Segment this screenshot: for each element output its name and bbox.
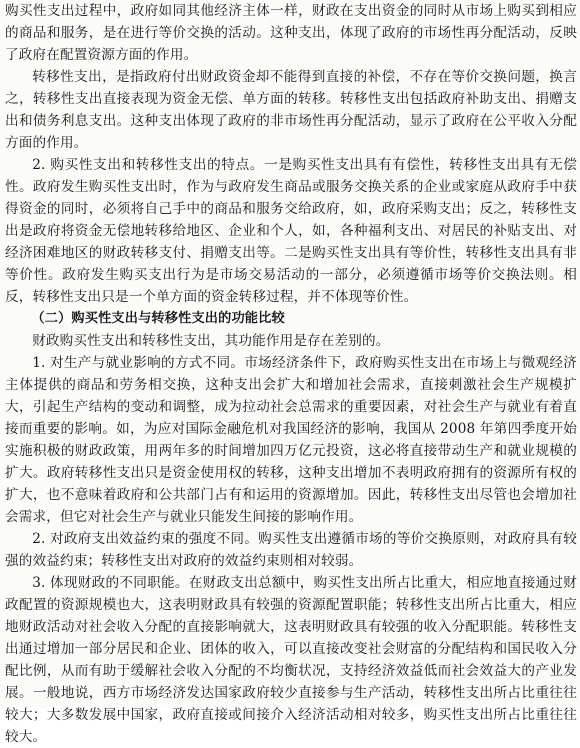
body-paragraph-fiscal-functions: 3. 体现财政的不同职能。在财政支出总额中，购买性支出所占比重大，相应地直接通过财政配置的资源规模也大，这表明财政具有较强的资源配置职能；转移性支出所占比重大，相应地财政活动对社会收入分配的直接影响就大，这表明财政具有较强的收入分配职能。转移性支出通过增加一部分居民和企业、团体的收入，可以直接改变社会财富的分配结构和国民收入分配比例，从而有助于缓解社会收入分配的不均衡状况，支持经济效益低而社会效益大的产业发展。一般地说，西方市场经济发达国家政府较少直接参与生产活动，转移性支出所占比重往往较大；大多数发展中国家，政府直接或间接介入经济活动相对较多，购买性支出所占比重往往较大。 xyxy=(5,575,577,745)
body-paragraph-intro: 财政购买性支出和转移性支出，其功能作用是存在差别的。 xyxy=(32,333,390,349)
body-paragraph-continuation: 购买性支出过程中，政府如同其他经济主体一样，财政在支出资金的同时从市场上购买到相应的商品和服务，是在进行等价交换的活动。这种支出，体现了政府的市场性再分配活动，反映了政府在配置资源方面的作用。 xyxy=(5,3,577,63)
body-paragraph-production-employment: 1. 对生产与就业影响的方式不同。市场经济条件下，政府购买性支出在市场上与微观经济主体提供的商品和劳务相交换，这种支出会扩大和增加社会需求，直接刺激社会生产规模扩大，引起生产结构的变动和调整，成为拉动社会总需求的重要因素，对社会生产与就业有着直接而重要的影响。如，为应对国际金融危机对我国经济的影响，我国从 2008 年第四季度开始实施积极的财政政策，用两年多的时间增加四万亿元投资，这必将直接带动生产和就业规模的扩大。政府转移性支出只是资金使用权的转移，这种支出增加不表明政府拥有的资源所有权的扩大，也不意味着政府和公共部门占有和运用的资源增加。因此，转移性支出尽管也会增加社会需求，但它对社会生产与就业只能发生间接的影响作用。 xyxy=(5,355,577,525)
body-paragraph-efficiency-constraint: 2. 对政府支出效益约束的强度不同。购买性支出遵循市场的等价交换原则，对政府具有较强的效益约束；转移性支出对政府的效益约束则相对较弱。 xyxy=(5,531,577,569)
body-paragraph-transfer-expenditure-definition: 转移性支出，是指政府付出财政资金却不能得到直接的补偿，不存在等价交换问题，换言之，转移性支出直接表现为资金无偿、单方面的转移。转移性支出包括政府补助支出、捐赠支出和债务利息支出。这种支出体现了政府的非市场性再分配活动，显示了政府在公平收入分配方面的作用。 xyxy=(5,69,577,151)
section-heading: （二）购买性支出与转移性支出的功能比较 xyxy=(31,311,285,326)
body-paragraph-characteristics: 2. 购买性支出和转移性支出的特点。一是购买性支出具有有偿性，转移性支出具有无偿性。政府发生购买性支出时，作为与政府发生商品或服务交换关系的企业或家庭从政府手中获得资金的同时，必须将自己手中的商品和服务交给政府，如，政府采购支出；反之，转移性支出是政府将资金无偿地转移给地区、企业和个人，如，各种福利支出、对居民的补贴支出、对经济困难地区的财政转移支付、捐赠支出等。二是购买性支出具有等价性，转移性支出具有非等价性。政府发生购买支出行为是市场交易活动的一部分，必须遵循市场等价交换法则。相反，转移性支出只是一个单方面的资金转移过程，并不体现等价性。 xyxy=(5,157,577,305)
